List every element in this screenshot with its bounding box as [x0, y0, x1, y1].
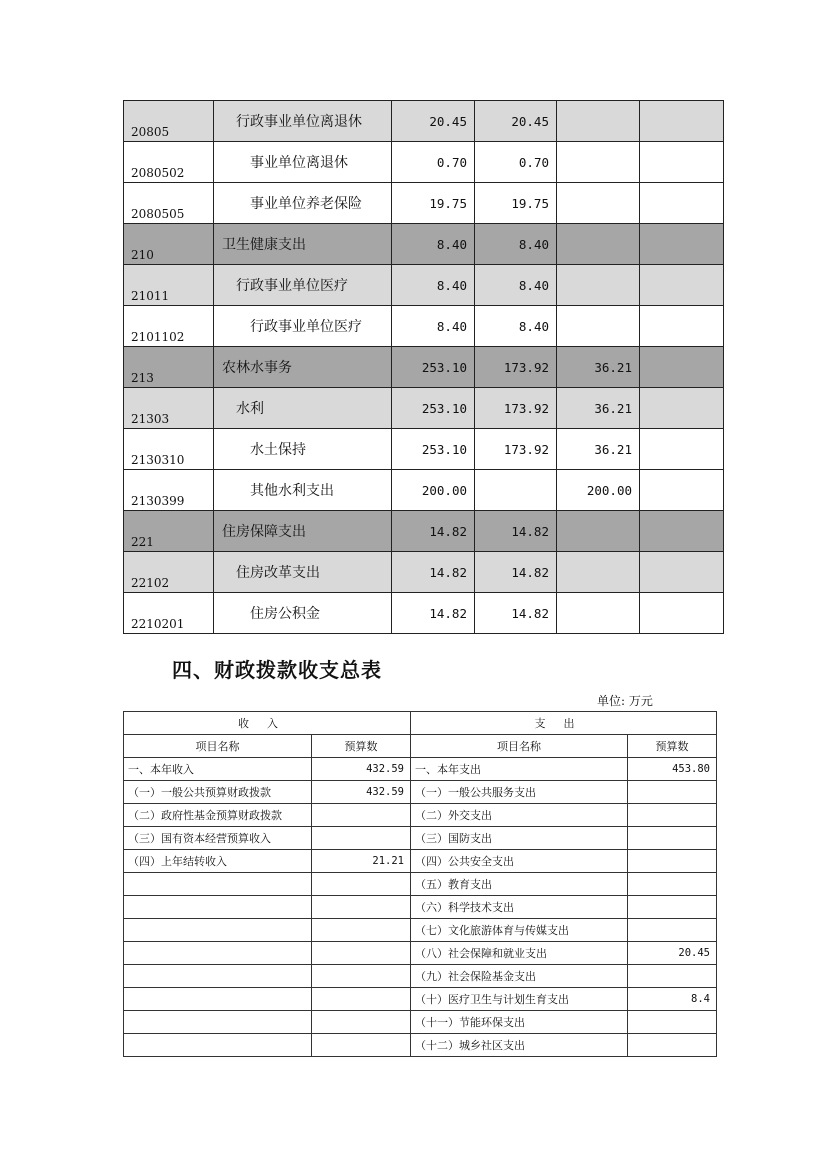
table-row: [124, 988, 717, 1011]
table-row: [124, 306, 724, 347]
detail-row-name: 住房公积金: [214, 593, 392, 634]
income-budget-value: [312, 873, 411, 896]
table-row: [124, 265, 724, 306]
table-row: [124, 224, 724, 265]
detail-row-code: 221: [124, 511, 214, 552]
table-row: [124, 942, 717, 965]
expense-item-name: （一）一般公共服务支出: [411, 781, 628, 804]
detail-row-value: 14.82: [392, 552, 475, 593]
summary-column-header-row: [124, 735, 717, 758]
detail-row-value: [640, 347, 724, 388]
income-item-name: [124, 942, 312, 965]
detail-row-value: 14.82: [392, 593, 475, 634]
income-budget-value: [312, 1034, 411, 1057]
detail-row-name: 农林水事务: [214, 347, 392, 388]
expense-budget-value: [628, 850, 717, 873]
detail-row-code: 2130310: [124, 429, 214, 470]
table-row: [124, 183, 724, 224]
detail-row-code: 22102: [124, 552, 214, 593]
table-row: [124, 470, 724, 511]
detail-row-value: [557, 552, 640, 593]
detail-row-name: 卫生健康支出: [214, 224, 392, 265]
detail-row-code: 2080502: [124, 142, 214, 183]
expense-budget-value: [628, 896, 717, 919]
expense-budget-value: 20.45: [628, 942, 717, 965]
income-item-name: 一、本年收入: [124, 758, 312, 781]
expense-item-name-header: 项目名称: [411, 735, 628, 758]
expense-header: 支出: [411, 712, 717, 735]
income-item-name: （四）上年结转收入: [124, 850, 312, 873]
summary-table-body: [124, 758, 717, 1057]
income-budget-value: 21.21: [312, 850, 411, 873]
expense-budget-value: [628, 827, 717, 850]
detail-row-code: 21303: [124, 388, 214, 429]
expense-budget-value: [628, 781, 717, 804]
detail-row-value: 14.82: [475, 593, 557, 634]
detail-row-code: 2210201: [124, 593, 214, 634]
detail-row-value: [640, 552, 724, 593]
detail-row-name: 行政事业单位医疗: [214, 306, 392, 347]
detail-row-value: 0.70: [475, 142, 557, 183]
expense-item-name: （六）科学技术支出: [411, 896, 628, 919]
table-row: [124, 347, 724, 388]
expense-item-name: （十）医疗卫生与计划生育支出: [411, 988, 628, 1011]
detail-row-value: [557, 265, 640, 306]
table-row: [124, 429, 724, 470]
detail-row-code: 21011: [124, 265, 214, 306]
income-item-name: [124, 988, 312, 1011]
detail-row-value: 19.75: [475, 183, 557, 224]
income-budget-value: [312, 804, 411, 827]
detail-row-value: 14.82: [475, 552, 557, 593]
detail-row-value: [640, 224, 724, 265]
detail-row-code: 2101102: [124, 306, 214, 347]
expense-budget-value: 8.4: [628, 988, 717, 1011]
detail-row-value: 200.00: [557, 470, 640, 511]
detail-row-value: 173.92: [475, 429, 557, 470]
income-budget-value: 432.59: [312, 758, 411, 781]
detail-row-value: 173.92: [475, 347, 557, 388]
expense-item-name: （十一）节能环保支出: [411, 1011, 628, 1034]
detail-row-value: 253.10: [392, 347, 475, 388]
expense-budget-value: [628, 873, 717, 896]
detail-row-code: 210: [124, 224, 214, 265]
table-row: [124, 781, 717, 804]
expense-item-name: （八）社会保障和就业支出: [411, 942, 628, 965]
section-title: 四、财政拨款收支总表: [172, 658, 382, 682]
table-row: [124, 388, 724, 429]
expense-item-name: （十二）城乡社区支出: [411, 1034, 628, 1057]
detail-row-value: [640, 265, 724, 306]
income-budget-header: 预算数: [312, 735, 411, 758]
income-item-name: （一）一般公共预算财政拨款: [124, 781, 312, 804]
income-item-name: [124, 965, 312, 988]
income-budget-value: [312, 988, 411, 1011]
expenditure-detail-table: [123, 100, 724, 634]
detail-row-code: 20805: [124, 101, 214, 142]
detail-row-value: [475, 470, 557, 511]
income-budget-value: 432.59: [312, 781, 411, 804]
income-item-name: （三）国有资本经营预算收入: [124, 827, 312, 850]
expense-item-name: （三）国防支出: [411, 827, 628, 850]
detail-row-value: [640, 306, 724, 347]
unit-label: 单位: 万元: [597, 694, 653, 708]
income-item-name-header: 项目名称: [124, 735, 312, 758]
detail-row-name: 行政事业单位离退休: [214, 101, 392, 142]
detail-row-value: 36.21: [557, 388, 640, 429]
table-row: [124, 827, 717, 850]
detail-row-name: 住房保障支出: [214, 511, 392, 552]
detail-row-value: [557, 101, 640, 142]
income-item-name: [124, 873, 312, 896]
detail-row-name: 住房改革支出: [214, 552, 392, 593]
summary-group-header-row: [124, 712, 717, 735]
detail-row-value: [640, 183, 724, 224]
table-row: [124, 919, 717, 942]
income-item-name: （二）政府性基金预算财政拨款: [124, 804, 312, 827]
detail-row-name: 水利: [214, 388, 392, 429]
income-header: 收入: [124, 712, 411, 735]
detail-row-value: 8.40: [392, 306, 475, 347]
detail-row-value: 8.40: [392, 265, 475, 306]
table-row: [124, 1034, 717, 1057]
table-row: [124, 593, 724, 634]
detail-row-value: 200.00: [392, 470, 475, 511]
detail-row-value: [557, 142, 640, 183]
detail-row-value: 20.45: [392, 101, 475, 142]
table-row: [124, 1011, 717, 1034]
table-row: [124, 873, 717, 896]
table-row: [124, 101, 724, 142]
detail-row-value: [640, 388, 724, 429]
income-budget-value: [312, 942, 411, 965]
expense-item-name: （二）外交支出: [411, 804, 628, 827]
detail-row-value: 8.40: [475, 265, 557, 306]
expense-item-name: （七）文化旅游体育与传媒支出: [411, 919, 628, 942]
detail-row-value: 14.82: [392, 511, 475, 552]
expense-budget-value: [628, 1034, 717, 1057]
table-row: [124, 850, 717, 873]
table-row: [124, 758, 717, 781]
expense-budget-value: [628, 919, 717, 942]
income-item-name: [124, 896, 312, 919]
detail-row-value: 253.10: [392, 429, 475, 470]
detail-row-value: 173.92: [475, 388, 557, 429]
detail-row-value: 8.40: [392, 224, 475, 265]
detail-row-name: 事业单位养老保险: [214, 183, 392, 224]
detail-row-value: [557, 224, 640, 265]
expense-item-name: （四）公共安全支出: [411, 850, 628, 873]
detail-row-value: [640, 101, 724, 142]
expense-item-name: 一、本年支出: [411, 758, 628, 781]
table-row: [124, 804, 717, 827]
detail-row-code: 2130399: [124, 470, 214, 511]
expense-budget-value: 453.80: [628, 758, 717, 781]
expense-item-name: （五）教育支出: [411, 873, 628, 896]
expense-budget-value: [628, 804, 717, 827]
detail-row-value: [640, 511, 724, 552]
detail-row-value: [640, 429, 724, 470]
detail-row-value: 20.45: [475, 101, 557, 142]
detail-row-value: [557, 593, 640, 634]
detail-row-name: 其他水利支出: [214, 470, 392, 511]
fiscal-summary-table: [123, 711, 717, 1057]
detail-row-value: 19.75: [392, 183, 475, 224]
detail-row-value: [557, 306, 640, 347]
detail-row-value: [640, 593, 724, 634]
detail-table-body: [124, 101, 724, 634]
detail-row-name: 行政事业单位医疗: [214, 265, 392, 306]
income-item-name: [124, 1011, 312, 1034]
detail-row-code: 2080505: [124, 183, 214, 224]
income-item-name: [124, 919, 312, 942]
table-row: [124, 511, 724, 552]
table-row: [124, 552, 724, 593]
detail-row-value: [640, 470, 724, 511]
detail-row-name: 事业单位离退休: [214, 142, 392, 183]
expense-item-name: （九）社会保险基金支出: [411, 965, 628, 988]
expense-budget-header: 预算数: [628, 735, 717, 758]
detail-row-value: 14.82: [475, 511, 557, 552]
detail-row-value: 36.21: [557, 347, 640, 388]
income-budget-value: [312, 919, 411, 942]
income-budget-value: [312, 827, 411, 850]
detail-row-value: 0.70: [392, 142, 475, 183]
expense-budget-value: [628, 965, 717, 988]
income-budget-value: [312, 896, 411, 919]
table-row: [124, 965, 717, 988]
detail-row-name: 水土保持: [214, 429, 392, 470]
detail-row-value: 36.21: [557, 429, 640, 470]
expense-budget-value: [628, 1011, 717, 1034]
detail-row-value: [557, 183, 640, 224]
detail-row-value: [557, 511, 640, 552]
detail-row-value: 8.40: [475, 224, 557, 265]
detail-row-value: 253.10: [392, 388, 475, 429]
detail-row-value: 8.40: [475, 306, 557, 347]
income-budget-value: [312, 1011, 411, 1034]
detail-row-code: 213: [124, 347, 214, 388]
table-row: [124, 142, 724, 183]
income-item-name: [124, 1034, 312, 1057]
detail-row-value: [640, 142, 724, 183]
income-budget-value: [312, 965, 411, 988]
table-row: [124, 896, 717, 919]
